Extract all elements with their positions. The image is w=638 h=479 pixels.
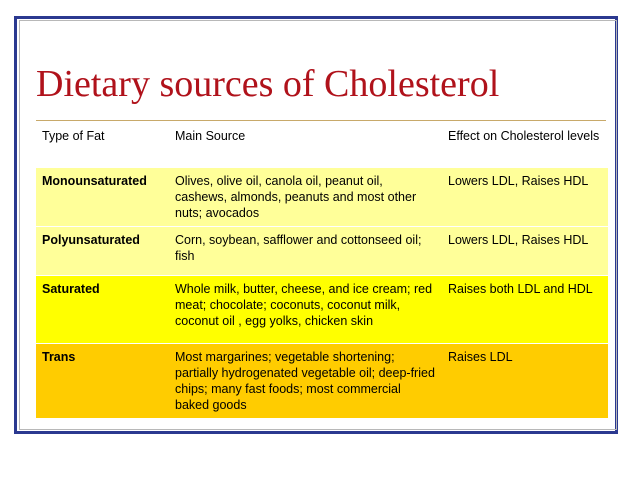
title-divider [36,120,606,121]
effect-cell: Lowers LDL, Raises HDL [442,226,608,275]
effect-cell: Raises LDL [442,343,608,418]
main-source-cell: Olives, olive oil, canola oil, peanut oil, cashews, almonds, peanuts and most other nuts; avocados [169,167,442,226]
main-source-cell: Corn, soybean, safflower and cottonseed oil; fish [169,226,442,275]
fat-type-cell: Saturated [36,275,169,343]
main-source-cell: Most margarines; vegetable shortening; partially hydrogenated vegetable oil; deep-fried chips; many fast foods; most commercial baked goods [169,343,442,418]
table-row [36,167,608,226]
header-effect: Effect on Cholesterol levels [448,129,600,143]
cholesterol-sources-table [36,123,608,418]
effect-cell: Raises both LDL and HDL [442,275,608,343]
main-source-cell: Whole milk, butter, cheese, and ice cream; red meat; chocolate; coconuts, coconut milk, coconut oil , egg yolks, chicken skin [169,275,442,343]
table-row [36,343,608,418]
fat-type-cell: Monounsaturated [36,167,169,226]
slide-title: Dietary sources of Cholesterol [36,63,500,105]
table-header-row [36,123,608,167]
header-type-of-fat: Type of Fat [42,129,105,143]
table-row [36,275,608,343]
fat-type-cell: Trans [36,343,169,418]
fat-type-cell: Polyunsaturated [36,226,169,275]
header-main-source: Main Source [175,129,246,143]
effect-cell: Lowers LDL, Raises HDL [442,167,608,226]
table-row [36,226,608,275]
